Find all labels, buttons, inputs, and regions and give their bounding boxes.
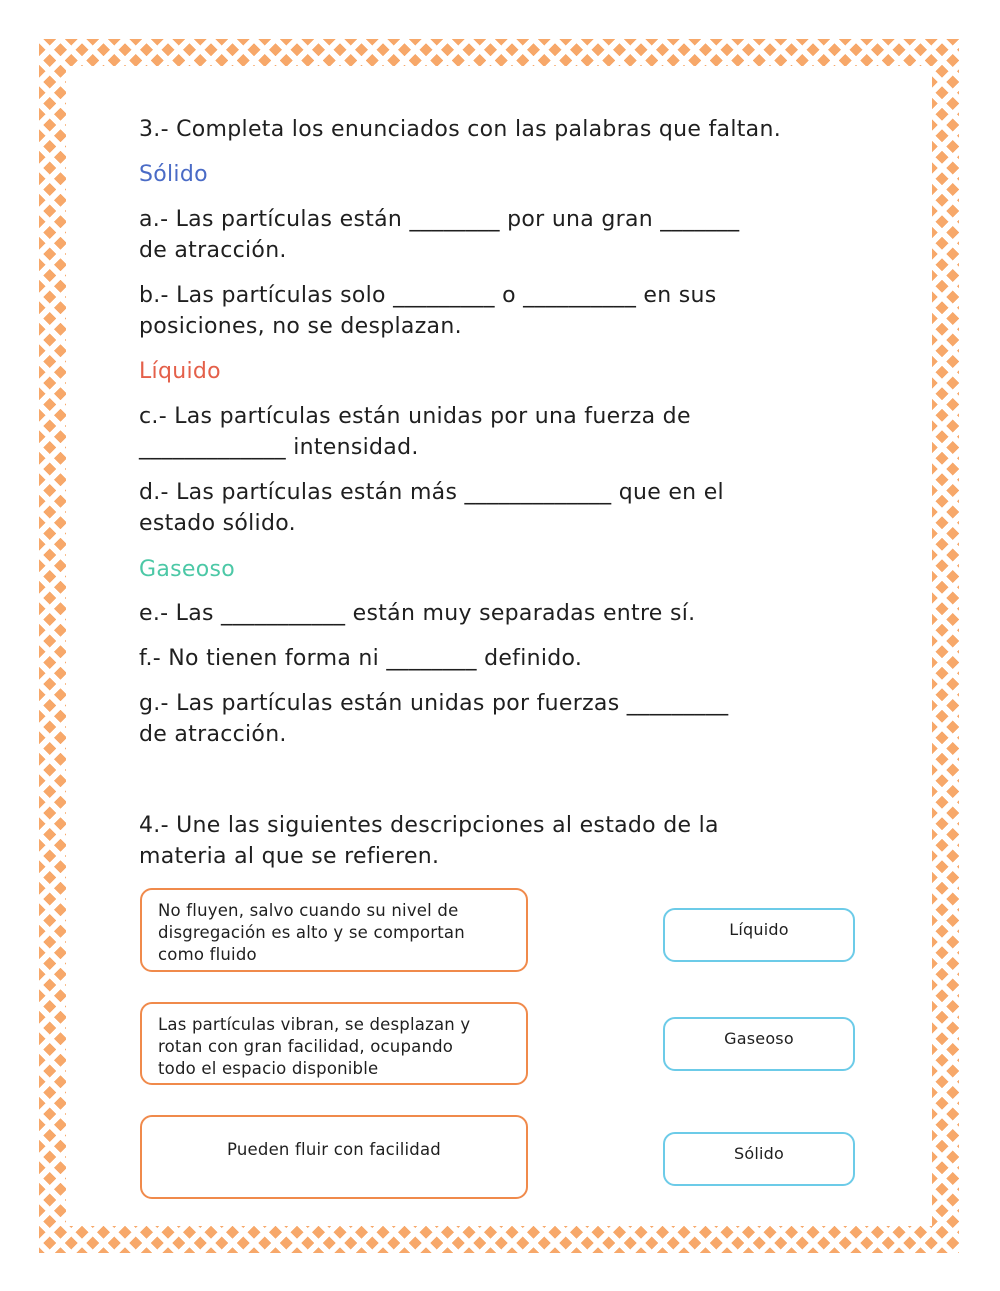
statement-g-line1: g.- Las partículas están unidas por fuerzas _________ bbox=[139, 691, 729, 716]
heading-solido: Sólido bbox=[139, 162, 208, 187]
statement-c-line2: _____________ intensidad. bbox=[139, 435, 419, 460]
description-3-line1: Pueden fluir con facilidad bbox=[227, 1140, 441, 1159]
section-3-title: 3.- Completa los enunciados con las palabras que faltan. bbox=[139, 117, 781, 142]
description-1-line2: disgregación es alto y se comportan bbox=[158, 923, 465, 942]
state-label-liquido: Líquido bbox=[729, 920, 789, 939]
state-label-gaseoso: Gaseoso bbox=[724, 1029, 794, 1048]
section-4-title-line2: materia al que se refieren. bbox=[139, 844, 440, 869]
statement-f: f.- No tienen forma ni ________ definido. bbox=[139, 646, 583, 671]
heading-gaseoso: Gaseoso bbox=[139, 557, 236, 582]
description-2-line3: todo el espacio disponible bbox=[158, 1059, 379, 1078]
description-2-line1: Las partículas vibran, se desplazan y bbox=[158, 1015, 471, 1034]
description-card-1[interactable] bbox=[140, 888, 528, 972]
state-option-gaseoso[interactable] bbox=[663, 1017, 855, 1071]
statement-d-line2: estado sólido. bbox=[139, 511, 296, 536]
description-2-line2: rotan con gran facilidad, ocupando bbox=[158, 1037, 454, 1056]
description-1-line3: como fluido bbox=[158, 945, 257, 964]
statement-g-line2: de atracción. bbox=[139, 722, 287, 747]
section-4-title-line1: 4.- Une las siguientes descripciones al estado de la bbox=[139, 813, 719, 838]
statement-b-line1: b.- Las partículas solo _________ o __________ en sus bbox=[139, 283, 717, 308]
statement-c-line1: c.- Las partículas están unidas por una fuerza de bbox=[139, 404, 691, 429]
description-card-3[interactable] bbox=[140, 1115, 528, 1199]
statement-a-line1: a.- Las partículas están ________ por una gran _______ bbox=[139, 207, 740, 232]
statement-b-line2: posiciones, no se desplazan. bbox=[139, 314, 462, 339]
statement-e: e.- Las ___________ están muy separadas entre sí. bbox=[139, 601, 696, 626]
statement-d-line1: d.- Las partículas están más _____________ que en el bbox=[139, 480, 724, 505]
state-label-solido: Sólido bbox=[734, 1144, 784, 1163]
heading-liquido: Líquido bbox=[139, 359, 221, 384]
state-option-liquido[interactable] bbox=[663, 908, 855, 962]
description-1-line1: No fluyen, salvo cuando su nivel de bbox=[158, 901, 459, 920]
statement-a-line2: de atracción. bbox=[139, 238, 287, 263]
description-card-2[interactable] bbox=[140, 1002, 528, 1085]
state-option-solido[interactable] bbox=[663, 1132, 855, 1186]
